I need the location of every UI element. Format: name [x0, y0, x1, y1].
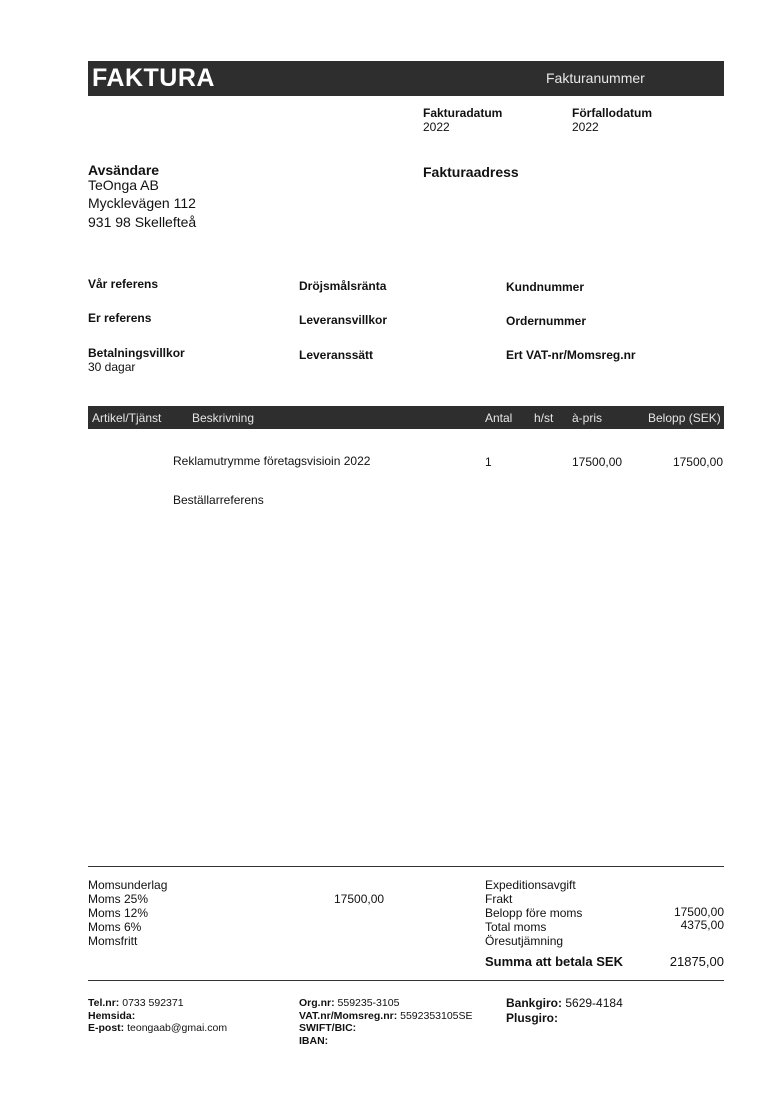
vat-basis-label: Momsunderlag	[88, 878, 168, 892]
sender-name: TeOnga AB	[88, 177, 159, 193]
fee-label: Expeditionsavgift	[485, 878, 576, 892]
org-number-label: Org.nr:	[299, 997, 335, 1009]
vat-reg-label: VAT.nr/Momsreg.nr:	[299, 1010, 398, 1022]
footer-swift	[299, 1022, 356, 1034]
phone-number: 0733 592371	[122, 997, 184, 1009]
total-due: 21875,00	[669, 954, 724, 969]
swift-label: SWIFT/BIC:	[299, 1022, 357, 1034]
due-date: 2022	[572, 120, 599, 134]
col-unit: h/st	[534, 411, 554, 425]
col-qty: Antal	[485, 411, 513, 425]
iban-label: IBAN:	[299, 1035, 329, 1047]
sender-street: Mycklevägen 112	[88, 195, 196, 211]
col-item: Artikel/Tjänst	[92, 411, 162, 425]
footer-email	[88, 1022, 227, 1034]
freight-label: Frakt	[485, 892, 513, 906]
summary-divider-bottom	[88, 980, 724, 981]
delivery-method-label: Leveranssätt	[299, 348, 374, 362]
sender-label: Avsändare	[88, 162, 160, 178]
vat25-basis: 17500,00	[334, 892, 385, 906]
bankgiro-number: 5629-4184	[565, 996, 623, 1010]
footer-plusgiro	[506, 1011, 558, 1025]
footer-org-number	[299, 997, 399, 1009]
col-amount: Belopp (SEK)	[648, 411, 721, 425]
vat-number-label: Ert VAT-nr/Momsreg.nr	[506, 348, 636, 362]
email-label: E-post:	[88, 1022, 125, 1034]
net-amount: 17500,00	[673, 905, 724, 919]
summary-divider-top	[88, 866, 724, 867]
vat6-label: Moms 6%	[88, 920, 142, 934]
invoice-date-label: Fakturadatum	[423, 106, 503, 120]
footer-iban	[299, 1035, 328, 1047]
total-due-label: Summa att betala SEK	[485, 954, 623, 969]
email-address: teongaab@gmai.com	[127, 1022, 228, 1034]
footer-bankgiro	[506, 996, 623, 1010]
your-reference-label: Er referens	[88, 311, 152, 325]
vat-free-label: Momsfritt	[88, 934, 138, 948]
bankgiro-label: Bankgiro:	[506, 996, 563, 1010]
net-amount-label: Belopp före moms	[485, 906, 583, 920]
row-description: Reklamutrymme företagsvisioin 2022	[173, 454, 371, 468]
vat12-label: Moms 12%	[88, 906, 149, 920]
order-number-label: Ordernummer	[506, 314, 587, 328]
org-number: 559235-3105	[337, 997, 400, 1009]
footer-website	[88, 1010, 135, 1022]
payment-terms-label: Betalningsvillkor	[88, 346, 185, 360]
total-vat: 4375,00	[680, 918, 724, 932]
delivery-terms-label: Leveransvillkor	[299, 313, 388, 327]
document-title: FAKTURA	[92, 64, 215, 92]
rounding-label: Öresutjämning	[485, 934, 564, 948]
our-reference-label: Vår referens	[88, 277, 159, 291]
phone-label: Tel.nr:	[88, 997, 120, 1009]
col-description: Beskrivning	[192, 411, 255, 425]
items-table-header	[88, 406, 724, 429]
total-vat-label: Total moms	[485, 920, 547, 934]
invoice-number-label: Fakturanummer	[546, 70, 645, 86]
plusgiro-label: Plusgiro:	[506, 1011, 559, 1025]
footer-phone	[88, 997, 184, 1009]
payment-terms: 30 dagar	[88, 360, 136, 374]
due-date-label: Förfallodatum	[572, 106, 652, 120]
row-qty: 1	[485, 455, 492, 469]
billing-address-label: Fakturaadress	[423, 164, 519, 180]
vat-reg-number: 5592353105SE	[400, 1010, 473, 1022]
website-label: Hemsida:	[88, 1010, 136, 1022]
vat25-label: Moms 25%	[88, 892, 149, 906]
late-interest-label: Dröjsmålsränta	[299, 279, 387, 293]
orderer-reference: Beställarreferens	[173, 493, 264, 507]
col-price: à-pris	[572, 411, 603, 425]
invoice-date: 2022	[423, 120, 450, 134]
row-amount: 17500,00	[672, 455, 723, 469]
row-price: 17500,00	[572, 455, 623, 469]
footer-vat-number	[299, 1010, 473, 1022]
sender-city: 931 98 Skellefteå	[88, 214, 197, 230]
customer-number-label: Kundnummer	[506, 280, 584, 294]
